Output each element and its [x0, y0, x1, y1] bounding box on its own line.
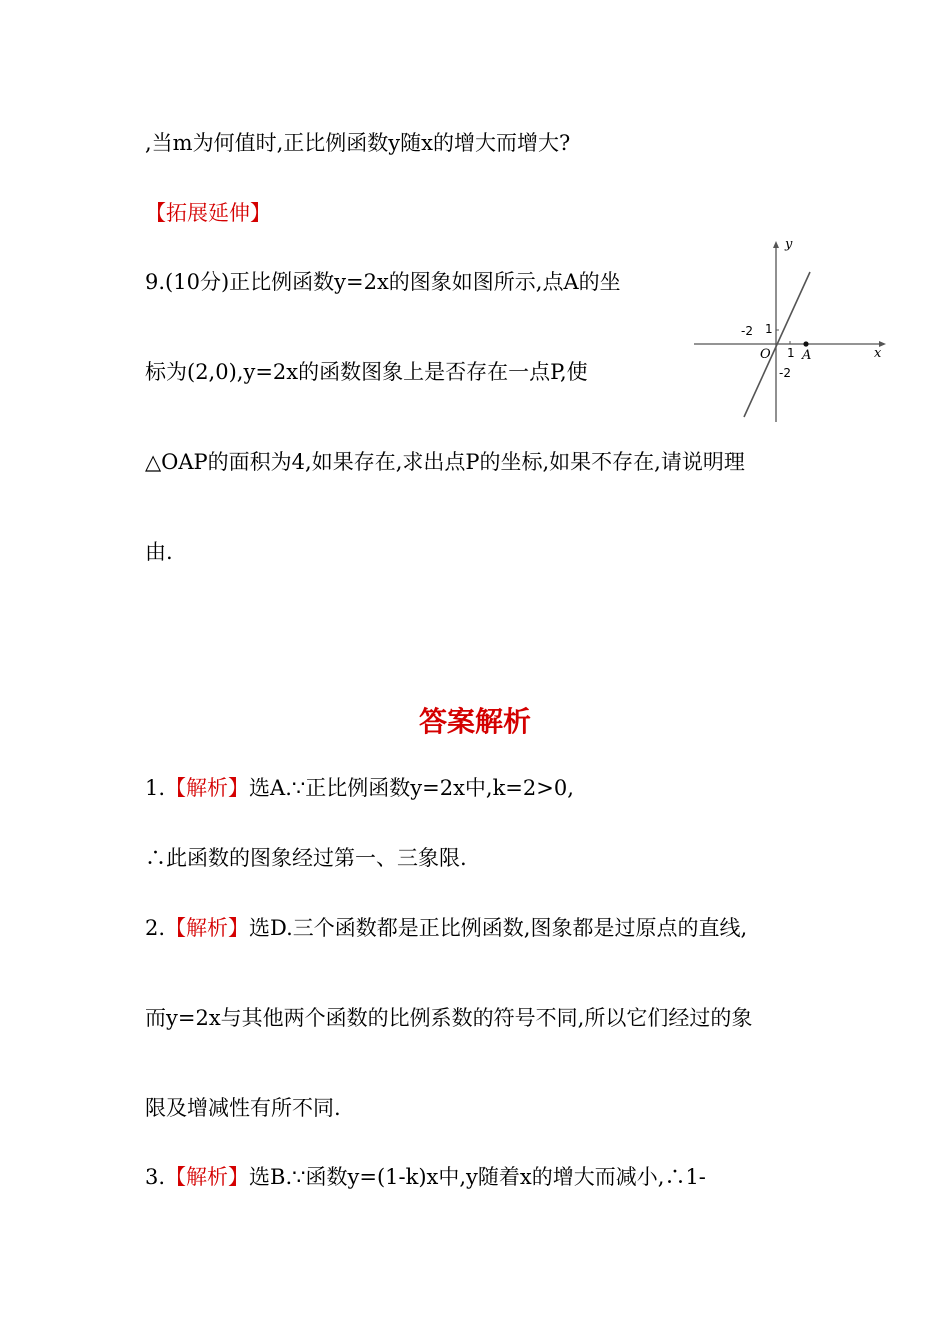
origin-label: O	[760, 347, 771, 362]
answer-text: 选B.∵函数y=(1-k)x中,y随着x的增大而减小,∴1-	[249, 1165, 706, 1189]
question-9-line-4: 由.	[145, 540, 173, 564]
answer-2-line-2: 而y=2x与其他两个函数的比例系数的符号不同,所以它们经过的象	[145, 1006, 753, 1030]
tick-label-y-neg2: -2	[779, 366, 791, 380]
question-9-line-1: 9.(10分)正比例函数y=2x的图象如图所示,点A的坐	[145, 270, 621, 294]
answer-2-line-1	[145, 913, 747, 943]
question-9-line-2: 标为(2,0),y=2x的函数图象上是否存在一点P,使	[145, 360, 588, 384]
answer-number: 2.	[145, 916, 166, 940]
tick-label-x-1: 1	[787, 346, 795, 360]
answers-title: 答案解析	[418, 705, 531, 738]
answer-3-line-1	[145, 1162, 706, 1192]
answer-number: 3.	[145, 1165, 166, 1189]
point-a	[803, 341, 808, 346]
analysis-tag: 【解析】	[165, 1165, 250, 1189]
answer-number: 1.	[145, 776, 166, 800]
answer-text: 选A.∵正比例函数y=2x中,k=2>0,	[249, 776, 574, 800]
answer-1-line-2: ∴此函数的图象经过第一、三象限.	[145, 846, 467, 870]
question-9-line-3: △OAP的面积为4,如果存在,求出点P的坐标,如果不存在,请说明理	[145, 450, 745, 474]
answer-text: 选D.三个函数都是正比例函数,图象都是过原点的直线,	[249, 916, 748, 940]
point-a-label: A	[802, 348, 812, 363]
analysis-tag: 【解析】	[165, 776, 250, 800]
section-heading-extend: 【拓展延伸】	[145, 201, 271, 225]
x-axis-label: x	[874, 346, 882, 361]
question-8-tail: ,当m为何值时,正比例函数y随x的增大而增大?	[145, 131, 571, 155]
function-graph	[690, 236, 890, 426]
tick-label-x-neg2: -2	[741, 324, 753, 338]
answer-1-line-1	[145, 773, 574, 803]
tick-label-y-1: 1	[765, 322, 773, 336]
analysis-tag: 【解析】	[165, 916, 250, 940]
answer-2-line-3: 限及增减性有所不同.	[145, 1096, 341, 1120]
y-axis-arrow-icon	[773, 241, 779, 248]
y-axis-label: y	[785, 237, 793, 252]
